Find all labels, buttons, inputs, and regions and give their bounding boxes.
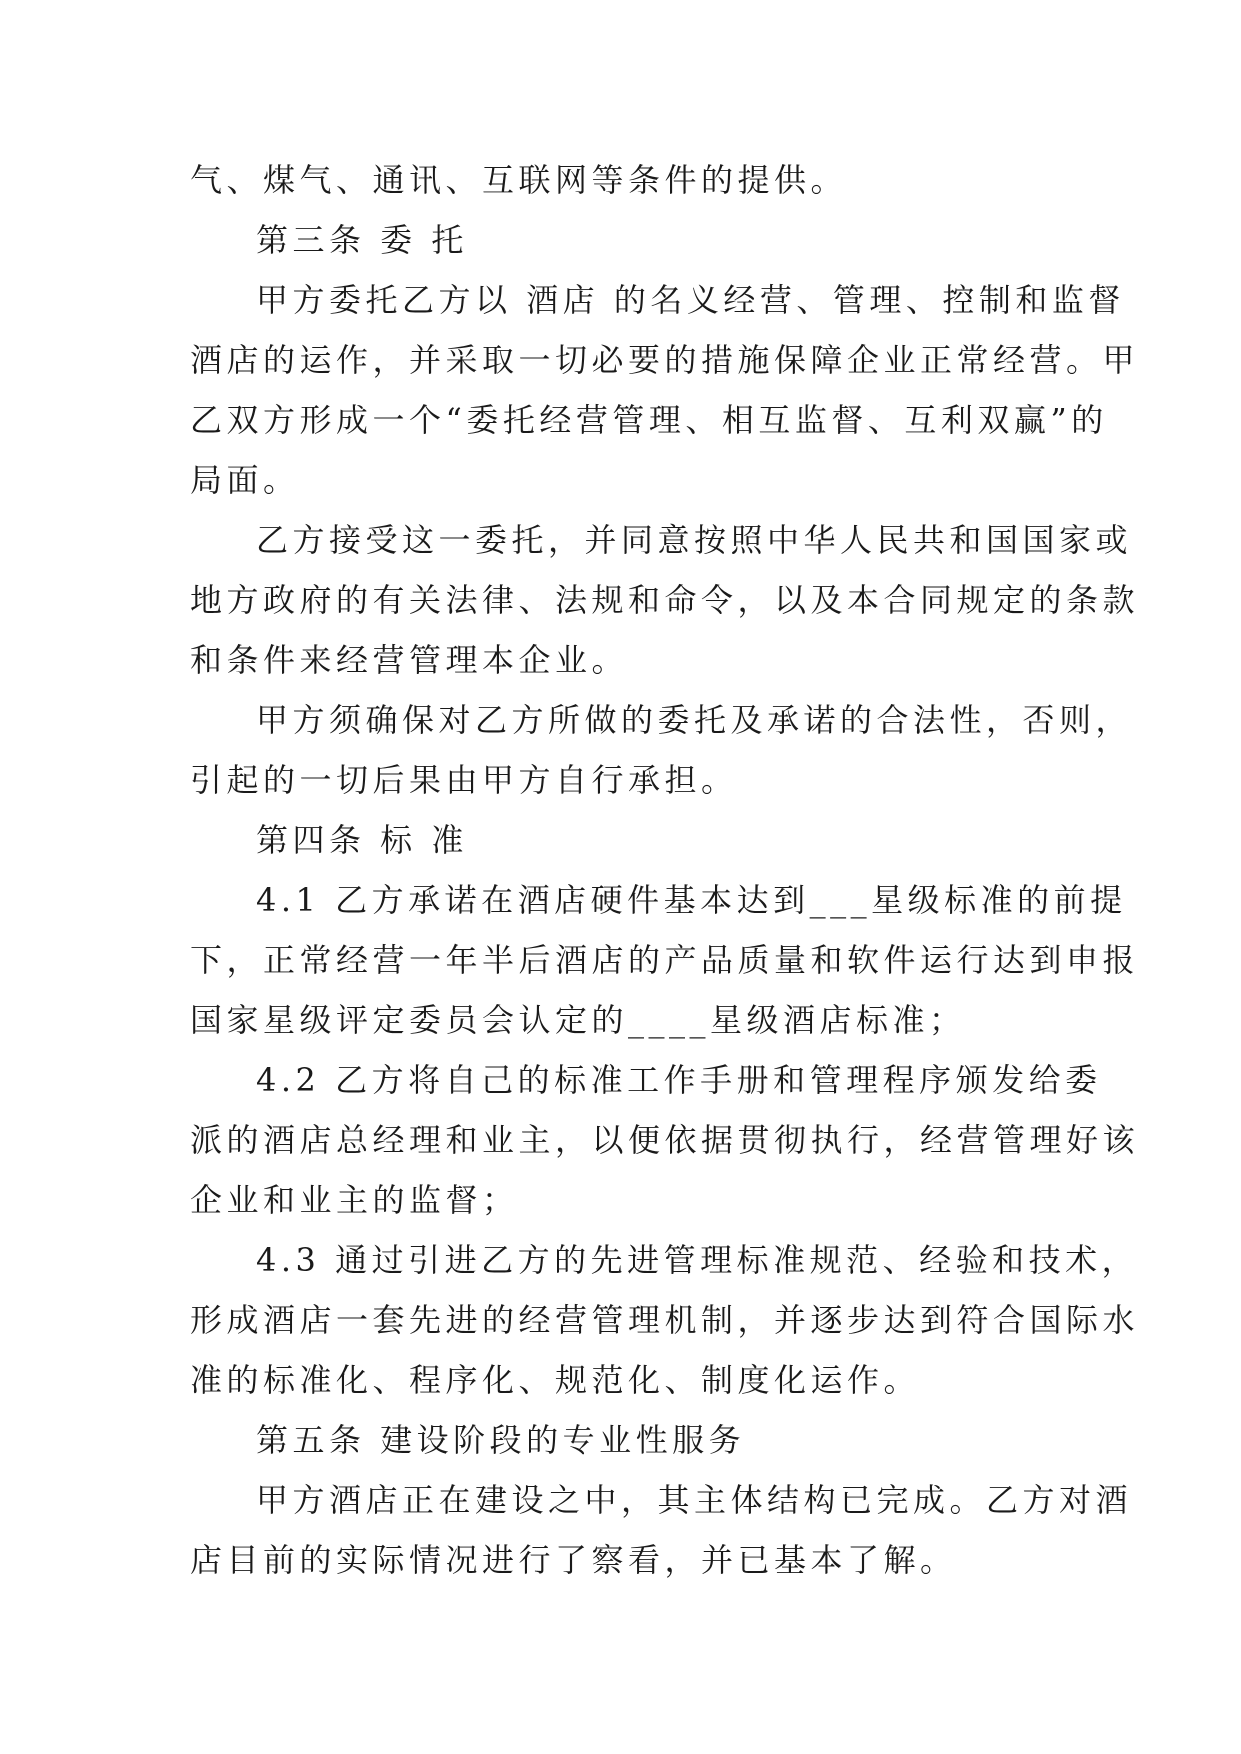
paragraph-line: 甲方委托乙方以 酒店 的名义经营、管理、控制和监督 xyxy=(256,281,1125,319)
clause-4-3-line: 4.3 通过引进乙方的先进管理标准规范、经验和技术， xyxy=(256,1241,1139,1279)
paragraph-line: 国家星级评定委员会认定的____星级酒店标准； xyxy=(190,1001,966,1039)
paragraph-line: 乙双方形成一个“委托经营管理、相互监督、互利双赢”的 xyxy=(190,401,1108,439)
clause-4-1-line: 4.1 乙方承诺在酒店硬件基本达到___星级标准的前提 xyxy=(256,881,1127,919)
paragraph-line: 形成酒店一套先进的经营管理机制，并逐步达到符合国际水 xyxy=(190,1301,1140,1339)
paragraph-line: 酒店的运作，并采取一切必要的措施保障企业正常经营。甲 xyxy=(190,341,1140,379)
paragraph-line: 甲方须确保对乙方所做的委托及承诺的合法性，否则， xyxy=(256,701,1133,739)
paragraph-line: 地方政府的有关法律、法规和命令，以及本合同规定的条款 xyxy=(190,581,1140,619)
paragraph-line: 企业和业主的监督； xyxy=(190,1181,519,1219)
clause-4-2-line: 4.2 乙方将自己的标准工作手册和管理程序颁发给委 xyxy=(256,1061,1102,1099)
article-heading-5: 第五条 建设阶段的专业性服务 xyxy=(256,1421,746,1459)
paragraph-line: 局面。 xyxy=(190,461,300,499)
paragraph-line: 派的酒店总经理和业主，以便依据贯彻执行，经营管理好该 xyxy=(190,1121,1140,1159)
paragraph-line: 和条件来经营管理本企业。 xyxy=(190,641,629,679)
article-heading-3: 第三条 委 托 xyxy=(256,221,468,259)
paragraph-line: 准的标准化、程序化、规范化、制度化运作。 xyxy=(190,1361,921,1399)
article-heading-4: 第四条 标 准 xyxy=(256,821,468,859)
paragraph-line: 乙方接受这一委托，并同意按照中华人民共和国国家或 xyxy=(256,521,1133,559)
paragraph-line: 甲方酒店正在建设之中，其主体结构已完成。乙方对酒 xyxy=(256,1481,1133,1519)
paragraph-line: 气、煤气、通讯、互联网等条件的提供。 xyxy=(190,161,848,199)
paragraph-line: 店目前的实际情况进行了察看，并已基本了解。 xyxy=(190,1541,957,1579)
paragraph-line: 引起的一切后果由甲方自行承担。 xyxy=(190,761,738,799)
document-body xyxy=(190,150,1140,1590)
paragraph-line: 下，正常经营一年半后酒店的产品质量和软件运行达到申报 xyxy=(190,941,1140,979)
